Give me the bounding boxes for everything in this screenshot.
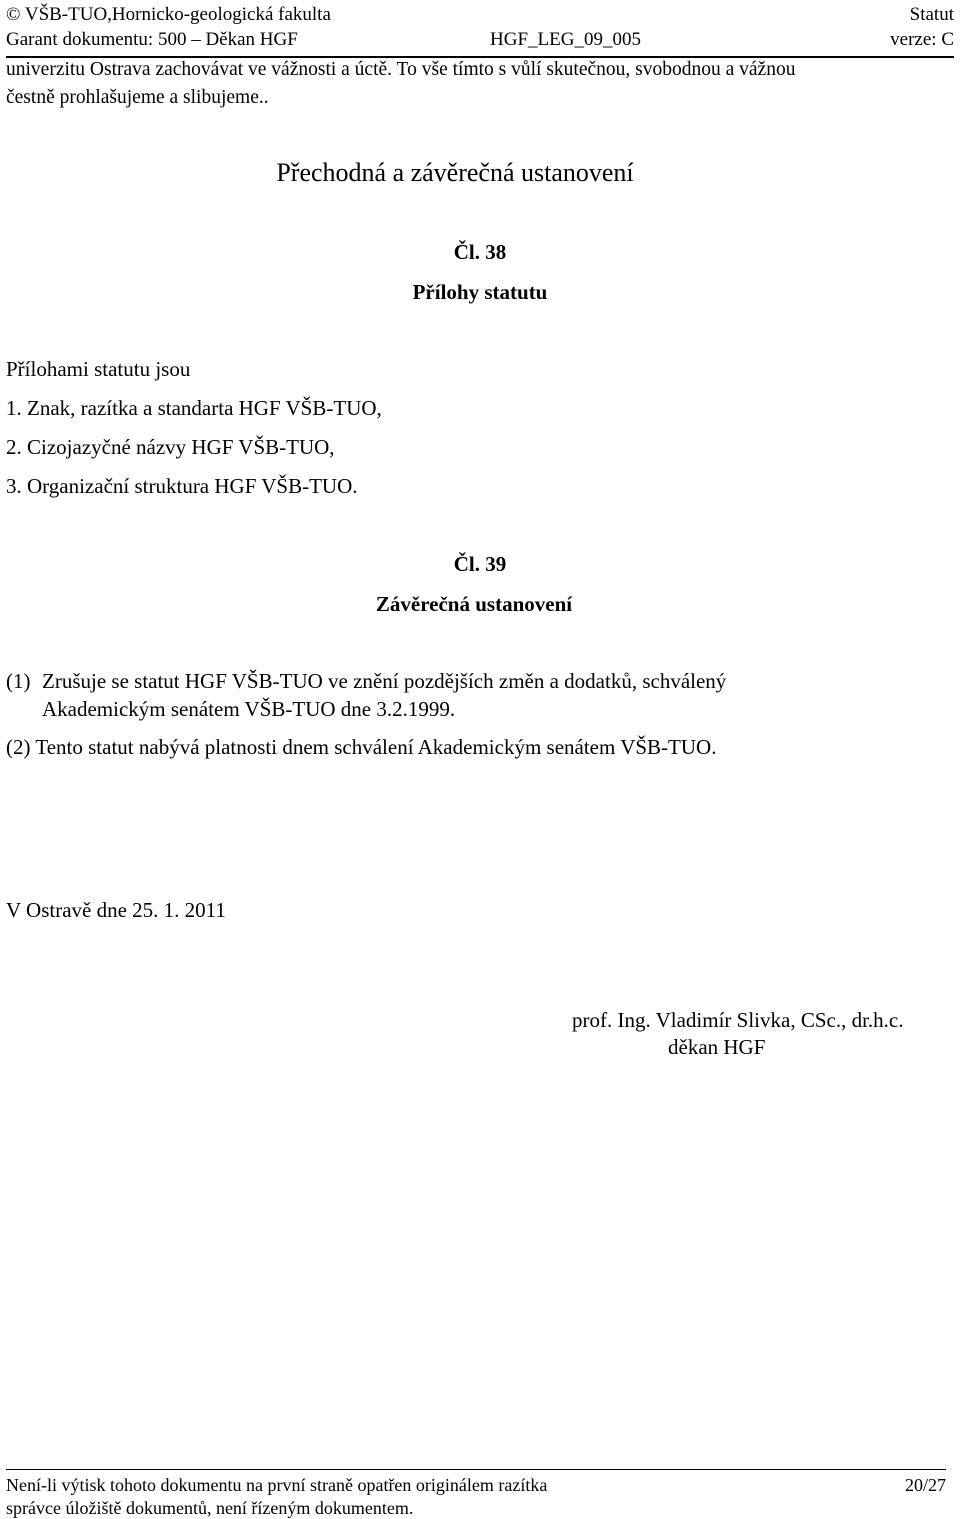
article-38-number: Čl. 38 bbox=[453, 240, 507, 264]
header-guarantor: Garant dokumentu: 500 – Děkan HGF bbox=[6, 29, 298, 50]
signatory-name: prof. Ing. Vladimír Slivka, CSc., dr.h.c. bbox=[572, 1008, 904, 1032]
header-version: verze: C bbox=[890, 29, 954, 50]
article-38-title: Přílohy statutu bbox=[412, 280, 548, 304]
attachment-item-2: 2. Cizojazyčné názvy HGF VŠB-TUO, bbox=[6, 435, 335, 459]
article-38-lead: Přílohami statutu jsou bbox=[6, 357, 191, 381]
footer-note-line-1: Není-li výtisk tohoto dokumentu na první straně opatřen originálem razítka bbox=[6, 1475, 548, 1495]
header-faculty: © VŠB-TUO,Hornicko-geologická fakulta bbox=[6, 4, 331, 25]
header-doc-code: HGF_LEG_09_005 bbox=[490, 29, 641, 50]
section-title: Přechodná a závěrečná ustanovení bbox=[276, 158, 634, 187]
page-number: 20/27 bbox=[904, 1475, 946, 1495]
article-39-title: Závěrečná ustanovení bbox=[375, 592, 573, 616]
paragraph-1-line-1: Zrušuje se statut HGF VŠB-TUO ve znění pozdějších změn a dodatků, schválený bbox=[42, 669, 727, 693]
header-doc-type: Statut bbox=[909, 4, 954, 25]
attachment-item-3: 3. Organizační struktura HGF VŠB-TUO. bbox=[6, 474, 358, 498]
footer-divider bbox=[6, 1469, 946, 1470]
paragraph-1-line-2: Akademickým senátem VŠB-TUO dne 3.2.1999. bbox=[42, 697, 456, 721]
signatory-role: děkan HGF bbox=[668, 1035, 766, 1059]
paragraph-2: (2) Tento statut nabývá platnosti dnem schválení Akademickým senátem VŠB-TUO. bbox=[6, 735, 717, 759]
paragraph-1-number: (1) bbox=[6, 669, 31, 693]
intro-line-1: univerzitu Ostrava zachovávat ve vážnosti a úctě. To vše tímto s vůlí skutečnou, svobodnou a vážnou bbox=[6, 59, 796, 80]
article-39-number: Čl. 39 bbox=[453, 552, 507, 576]
intro-line-2: čestně prohlašujeme a slibujeme.. bbox=[6, 87, 269, 108]
footer-note-line-2: správce úložiště dokumentů, není řízeným dokumentem. bbox=[6, 1498, 414, 1518]
attachment-item-1: 1. Znak, razítka a standarta HGF VŠB-TUO, bbox=[6, 396, 382, 420]
place-date: V Ostravě dne 25. 1. 2011 bbox=[6, 898, 226, 922]
